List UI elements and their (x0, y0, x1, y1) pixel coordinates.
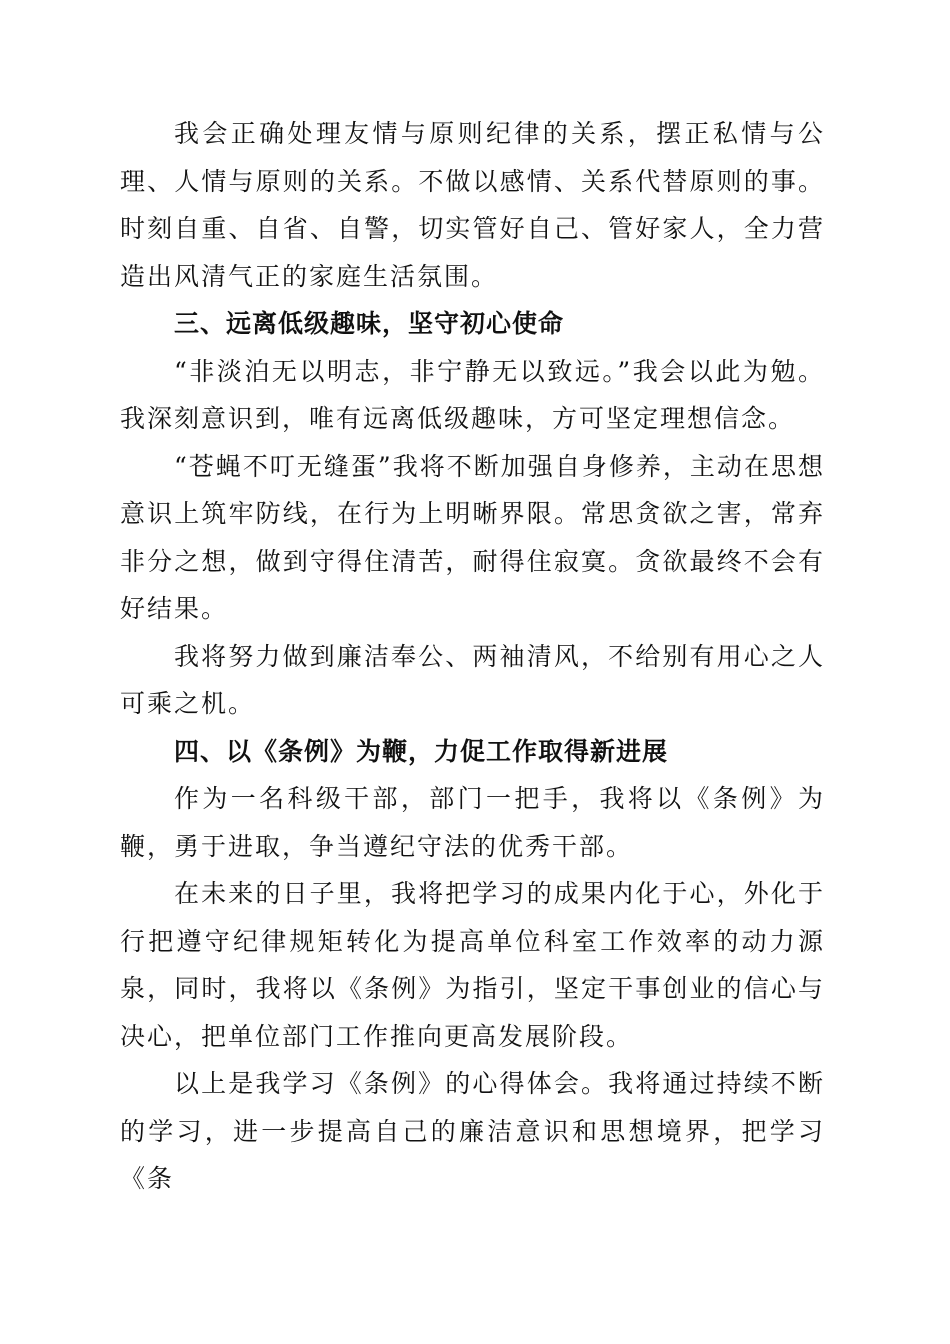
paragraph-conclusion: 以上是我学习《条例》的心得体会。我将通过持续不断的学习，进一步提高自己的廉洁意识和思想境界，把学习《条 (120, 1069, 825, 1193)
section-heading-3: 三、远离低级趣味，坚守初心使命 (174, 309, 565, 338)
paragraph-family-relations: 我会正确处理友情与原则纪律的关系，摆正私情与公理、人情与原则的关系。不做以感情、关系代替原则的事。时刻自重、自省、自警，切实管好自己、管好家人，全力营造出风清气正的家庭生活氛围。 (120, 119, 825, 291)
paragraph-integrity: 我将努力做到廉洁奉公、两袖清风，不给别有用心之人可乘之机。 (120, 641, 825, 718)
paragraph-future-work: 在未来的日子里，我将把学习的成果内化于心，外化于行把遵守纪律规矩转化为提高单位科室工作效率的动力源泉，同时，我将以《条例》为指引，坚定干事创业的信心与决心，把单位部门工作推向更高发展阶段。 (120, 879, 825, 1051)
paragraph-cadre-role: 作为一名科级干部，部门一把手，我将以《条例》为鞭，勇于进取，争当遵纪守法的优秀干部。 (120, 784, 825, 861)
paragraph-self-cultivation: “苍蝇不叮无缝蛋”我将不断加强自身修养，主动在思想意识上筑牢防线，在行为上明晰界限。常思贪欲之害，常弃非分之想，做到守得住清苦，耐得住寂寞。贪欲最终不会有好结果。 (120, 451, 825, 623)
paragraph-quote-tranquility: “非淡泊无以明志，非宁静无以致远。”我会以此为勉。我深刻意识到，唯有远离低级趣味，方可坚定理想信念。 (120, 356, 825, 433)
section-heading-4: 四、以《条例》为鞭，力促工作取得新进展 (174, 736, 669, 766)
document-body (120, 110, 825, 1203)
